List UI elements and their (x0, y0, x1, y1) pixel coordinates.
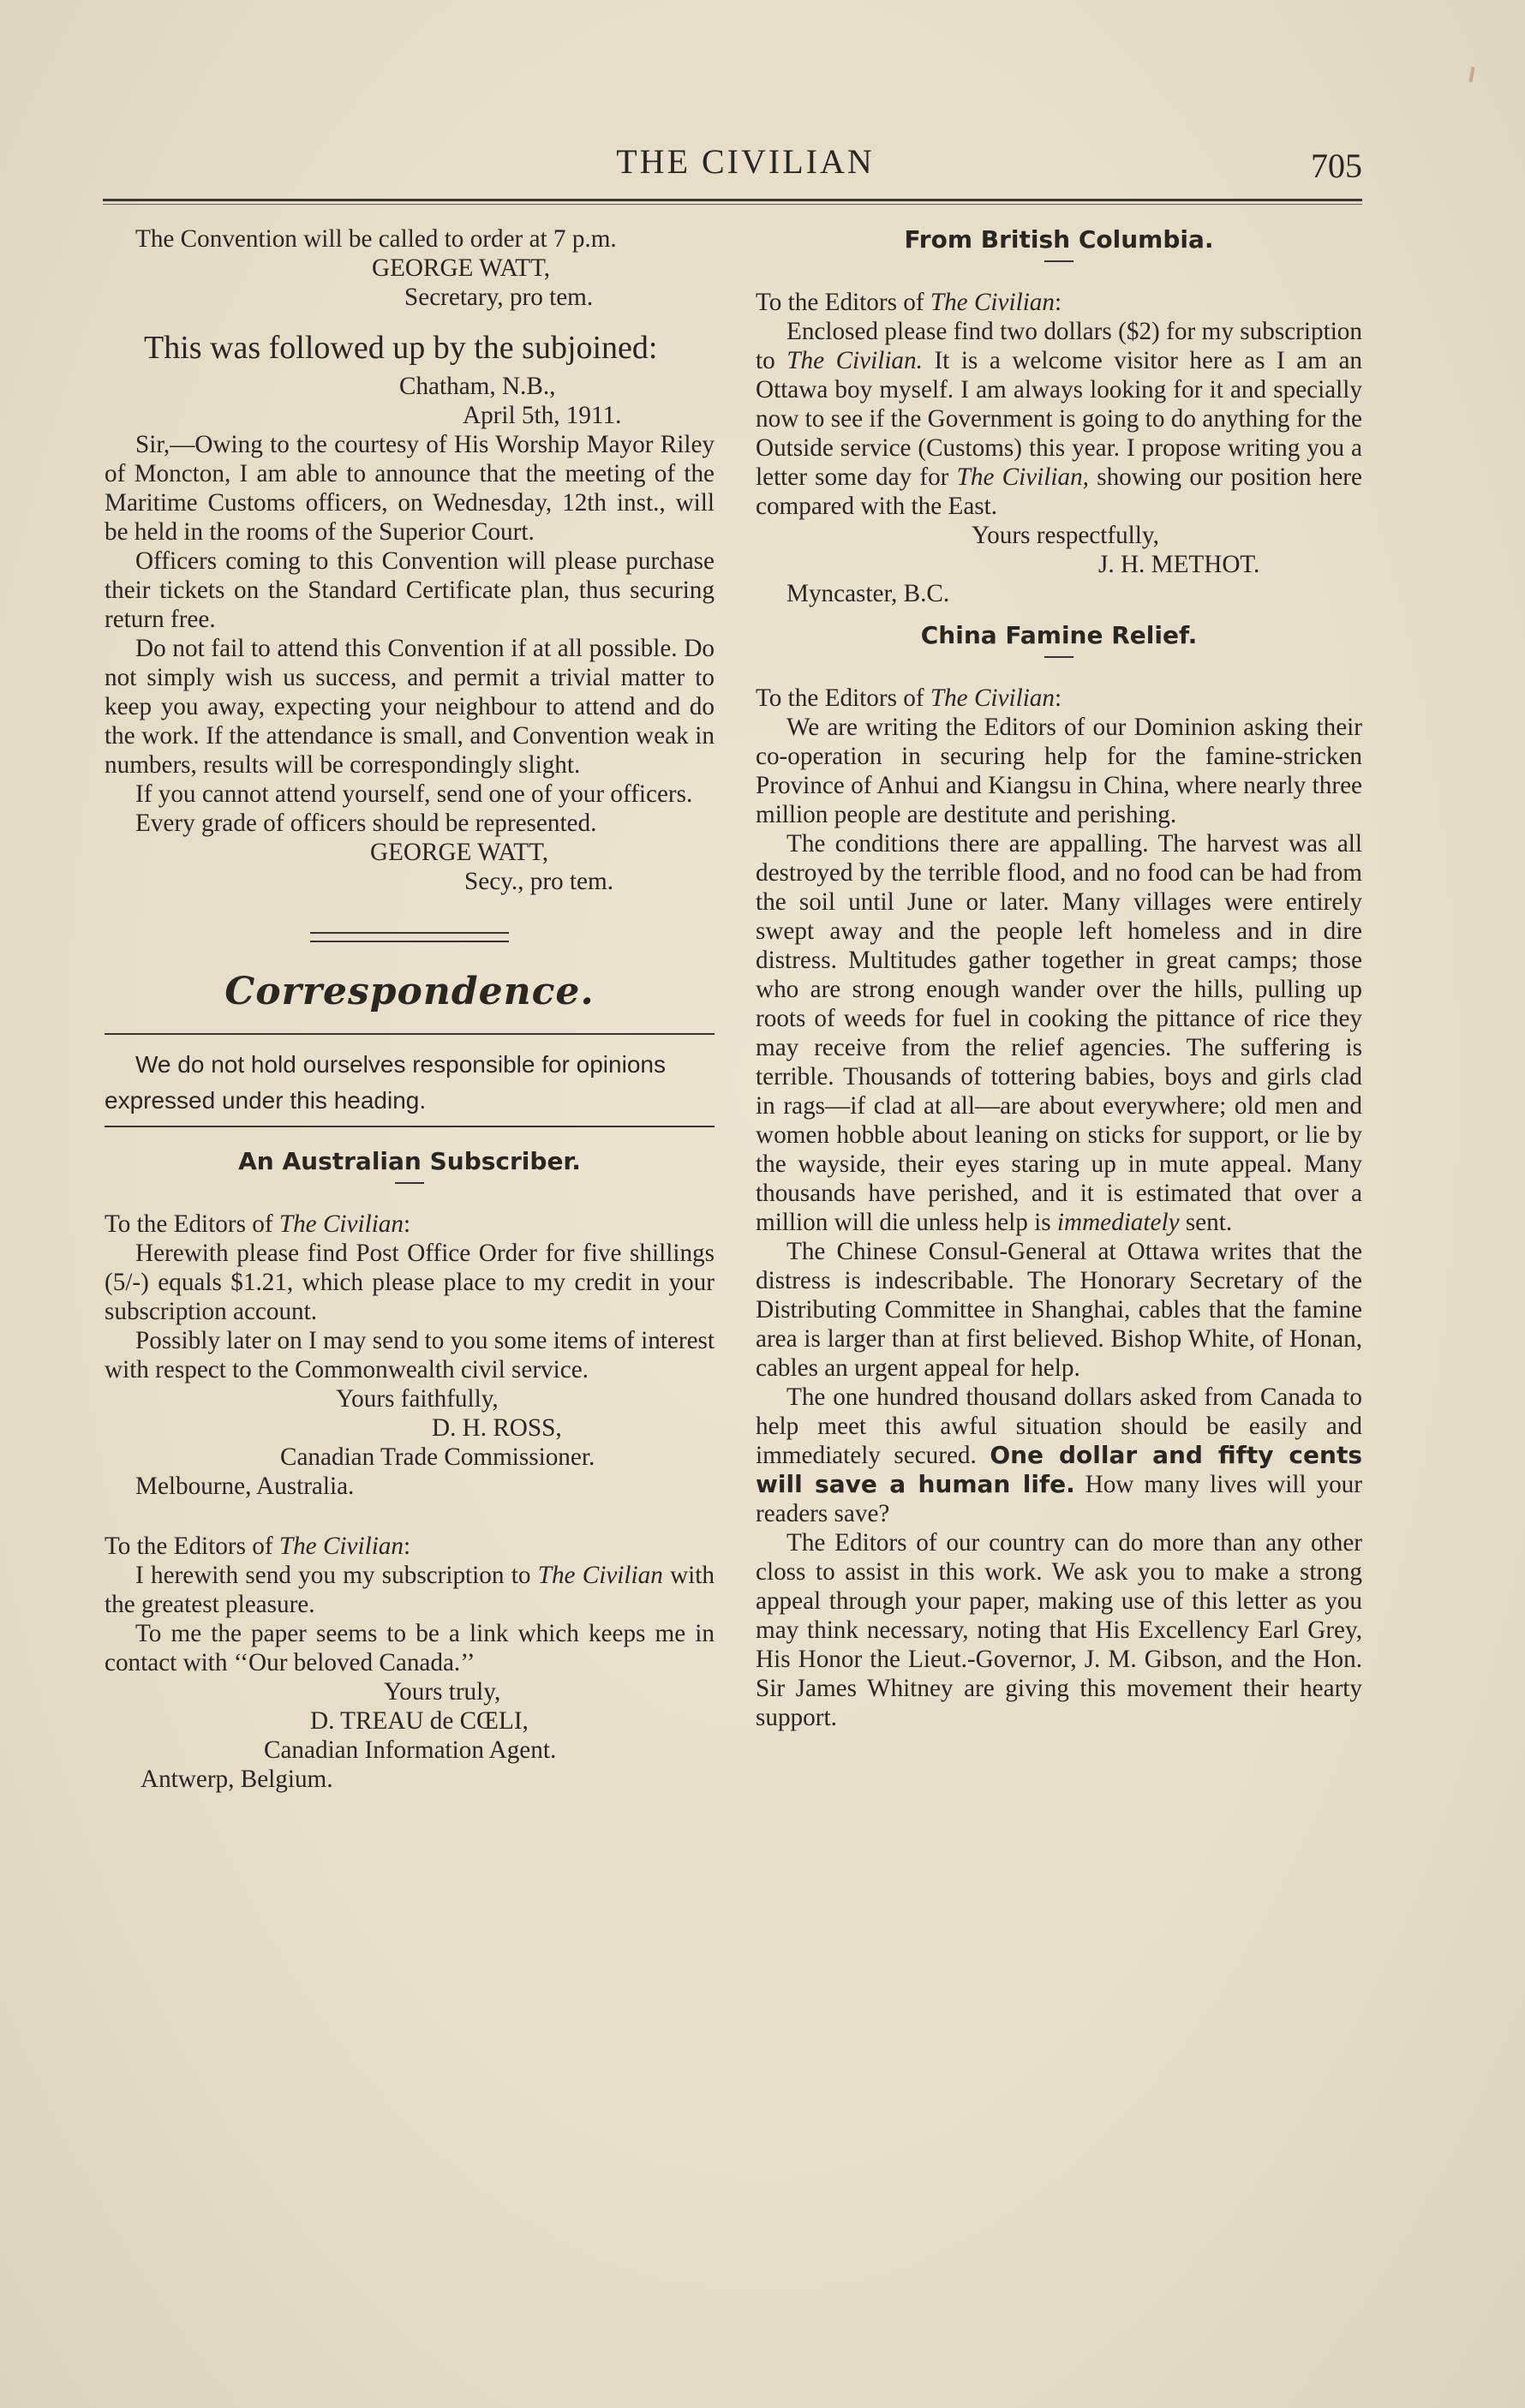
paragraph: I herewith send you my subscription to The Civilian with the greatest pleasure. (105, 1562, 715, 1618)
paragraph: Herewith please find Post Office Order for five shillings (5/-) equals $1.21, which please place to my credit in your subscription account. (105, 1240, 715, 1325)
dash-divider (1044, 260, 1073, 262)
paragraph: The Editors of our country can do more than any other closs to assist in this work. We ask you to make a strong appeal through your paper, making use of this letter as you may think necessary, noting that His Excellency Earl Grey, His Honor the Lieut.-Governor, J. M. Gibson, and the Hon. Sir James Whitney are giving this movement their hearty support. (756, 1529, 1362, 1731)
signature-place: Myncaster, B.C. (786, 580, 950, 607)
dash-divider (1044, 656, 1073, 658)
letter-heading: China Famine Relief. (920, 621, 1198, 649)
salutation: To the Editors of The Civilian: (105, 1210, 411, 1238)
closing: Yours respectfully, (972, 522, 1159, 549)
paragraph: To me the paper seems to be a link which keeps me in contact with ‘‘Our beloved Canada.’’ (105, 1620, 715, 1676)
paragraph: Enclosed please find two dollars ($2) for my subscription to The Civilian. It is a welcome visitor here as I am an Ottawa boy myself. I am always looking for it and specially now to see if the Government is going to do anything for the Outside service (Customs) this year. I propose writing you a letter some day for The Civilian, showing our position here compared with the East. (756, 318, 1362, 520)
ornament-rule (310, 932, 509, 942)
dateline-place: Chatham, N.B., (399, 373, 556, 400)
paragraph: Every grade of officers should be represented. (135, 810, 597, 837)
dateline-date: April 5th, 1911. (463, 402, 622, 429)
divider (105, 1126, 715, 1127)
disclaimer: We do not hold ourselves responsible for opinions expressed under this heading. (105, 1051, 666, 1114)
divider (105, 1033, 715, 1035)
salutation: To the Editors of The Civilian: (756, 684, 1062, 712)
salutation: To the Editors of The Civilian: (105, 1533, 411, 1560)
pencil-mark (1468, 67, 1474, 82)
signature-name: GEORGE WATT, (372, 254, 551, 282)
signature-place: Antwerp, Belgium. (141, 1766, 333, 1793)
paragraph: The one hundred thousand dollars asked from Canada to help meet this awful situation should be easily and immediately secured. One dollar and fifty cents will save a human life. How many lives will your readers save? (756, 1383, 1362, 1527)
signature-name: J. H. METHOT. (1098, 551, 1260, 578)
left-column (105, 224, 715, 1794)
paragraph: The Chinese Consul-General at Ottawa writes that the distress is indescribable. The Honorary Secretary of the Distributing Committee in Shanghai, cables that the famine area is larger than at first believed. Bishop White, of Honan, cables an urgent appeal for help. (756, 1238, 1362, 1382)
signature-name: D. TREAU de CŒLI, (310, 1707, 529, 1735)
running-title: THE CIVILIAN (616, 142, 875, 181)
paragraph: Sir,—Owing to the courtesy of His Worship Mayor Riley of Moncton, I am able to announce that the meeting of the Maritime Customs officers, on Wednesday, 12th inst., will be held in the rooms of the Superior Court. (105, 431, 715, 546)
closing: Yours faithfully, (336, 1385, 499, 1413)
signature-title: Secy., pro tem. (464, 868, 613, 895)
closing: Yours truly, (384, 1678, 501, 1706)
paragraph: The conditions there are appalling. The harvest was all destroyed by the terrible flood, and no food can be had from the soil until June or later. Many villages were entirely swept away and the people left homeless and in dire distress. Multitudes gather together in great camps; those who are strong enough wander over the hills, pulling up roots of weeds for fuel in cooking the pittance of rice they may receive from the relief agencies. The suffering is terrible. Thousands of tottering babies, boys and girls clad in rags—if clad at all—are about everywhere; old men and women hobble about leaning on sticks for support, or lie by the wayside, their eyes staring up in mute appeal. Many thousands have perished, and it is estimated that over a million will die unless help is immediately sent. (756, 830, 1362, 1236)
paragraph: We are writing the Editors of our Dominion asking their co-operation in securing help for the famine-stricken Province of Anhui and Kiangsu in China, where nearly three million people are destitute and perishing. (756, 714, 1362, 828)
salutation: To the Editors of The Civilian: (756, 289, 1062, 316)
section-title: Correspondence. (224, 970, 595, 1013)
paragraph: The Convention will be called to order at 7 p.m. (135, 225, 617, 253)
signature-title: Canadian Information Agent. (264, 1736, 557, 1764)
spacer (756, 608, 1362, 620)
spacer (105, 1501, 715, 1532)
letter-heading: From British Columbia. (904, 225, 1214, 254)
signature-title: Canadian Trade Commissioner. (280, 1443, 595, 1471)
signature-name: GEORGE WATT, (370, 839, 549, 866)
paragraph: If you cannot attend yourself, send one of your officers. (135, 780, 693, 808)
dash-divider (395, 1182, 424, 1184)
right-column (756, 224, 1362, 1732)
header-rule (103, 199, 1362, 201)
signature-title: Secretary, pro tem. (404, 284, 594, 311)
signature-place: Melbourne, Australia. (135, 1473, 355, 1500)
lead-paragraph: This was followed up by the subjoined: (144, 330, 658, 366)
header-rule-thin (103, 204, 1362, 205)
page-number: 705 (1311, 146, 1362, 185)
paragraph: Possibly later on I may send to you some items of interest with respect to the Commonwealth civil service. (105, 1327, 715, 1383)
paragraph: Do not fail to attend this Convention if at all possible. Do not simply wish us success, and permit a trivial matter to keep you away, expecting your neighbour to attend and do the work. If the attendance is small, and Convention weak in numbers, results will be correspondingly slight. (105, 635, 715, 779)
signature-name: D. H. ROSS, (432, 1414, 562, 1442)
paragraph: Officers coming to this Convention will please purchase their tickets on the Standard Certificate plan, thus securing return free. (105, 547, 715, 633)
letter-heading: An Australian Subscriber. (238, 1147, 581, 1175)
